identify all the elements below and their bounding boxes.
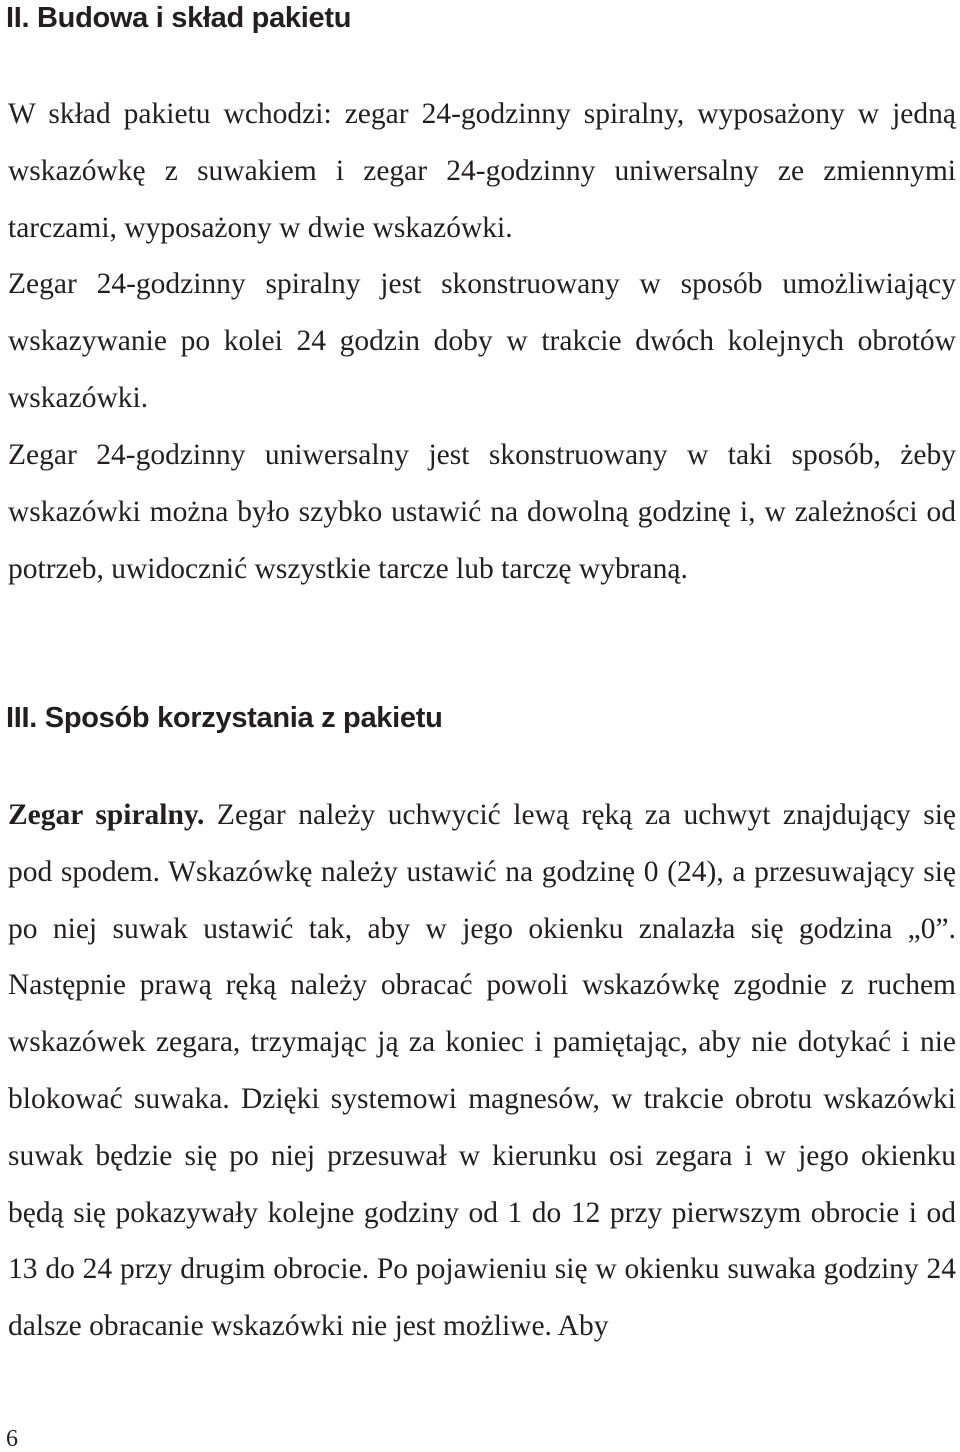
section-heading-sposob: III. Sposób korzystania z pakietu [6, 702, 443, 734]
paragraph-zegar-uniwersalny: Zegar 24-godzinny uniwersalny jest skonstruowany w taki sposób, żeby wskazówki można było szybko ustawić na dowolną godzinę i, w zależności od potrzeb, uwidocznić wszystkie tarcze lub tarczę wybraną. [8, 439, 956, 585]
paragraph-sklad-pakietu: W skład pakietu wchodzi: zegar 24-godzinny spiralny, wyposażony w jedną wskazówkę z suwakiem i zegar 24-godzinny uniwersalny ze zmiennymi tarczami, wyposażony w dwie wskazówki. [8, 98, 956, 244]
page-number: 6 [6, 1426, 18, 1452]
paragraph-instrukcja-zegar-spiralny [8, 787, 956, 1355]
section-heading-budowa: II. Budowa i skład pakietu [6, 2, 352, 34]
paragraph-body: Zegar należy uchwycić lewą ręką za uchwyt znajdujący się pod spodem. Wskazówkę należy ustawić na godzinę 0 (24), a przesuwający się po niej suwak ustawić tak, aby w jego okienku znalazła się godzina „0”. Następnie prawą ręką należy obracać powoli wskazówkę zgodnie z ruchem wskazówek zegara, trzymając ją za koniec i pamiętając, aby nie dotykać i nie blokować suwaka. Dzięki systemowi magnesów, w trakcie obrotu wskazówki suwak będzie się po niej przesuwał w kierunku osi zegara i w jego okienku będą się pokazywały kolejne godziny od 1 do 12 przy pierwszym obrocie i od 13 do 24 przy drugim obrocie. Po pojawieniu się w okienku suwaka godziny 24 dalsze obracanie wskazówki nie jest możliwe. Aby [8, 799, 956, 1343]
paragraph-lead: Zegar spiralny. [8, 799, 205, 831]
paragraph-zegar-spiralny: Zegar 24-godzinny spiralny jest skonstruowany w sposób umożliwiający wskazywanie po kolei 24 godzin doby w trakcie dwóch kolejnych obrotów wskazówki. [8, 268, 956, 414]
